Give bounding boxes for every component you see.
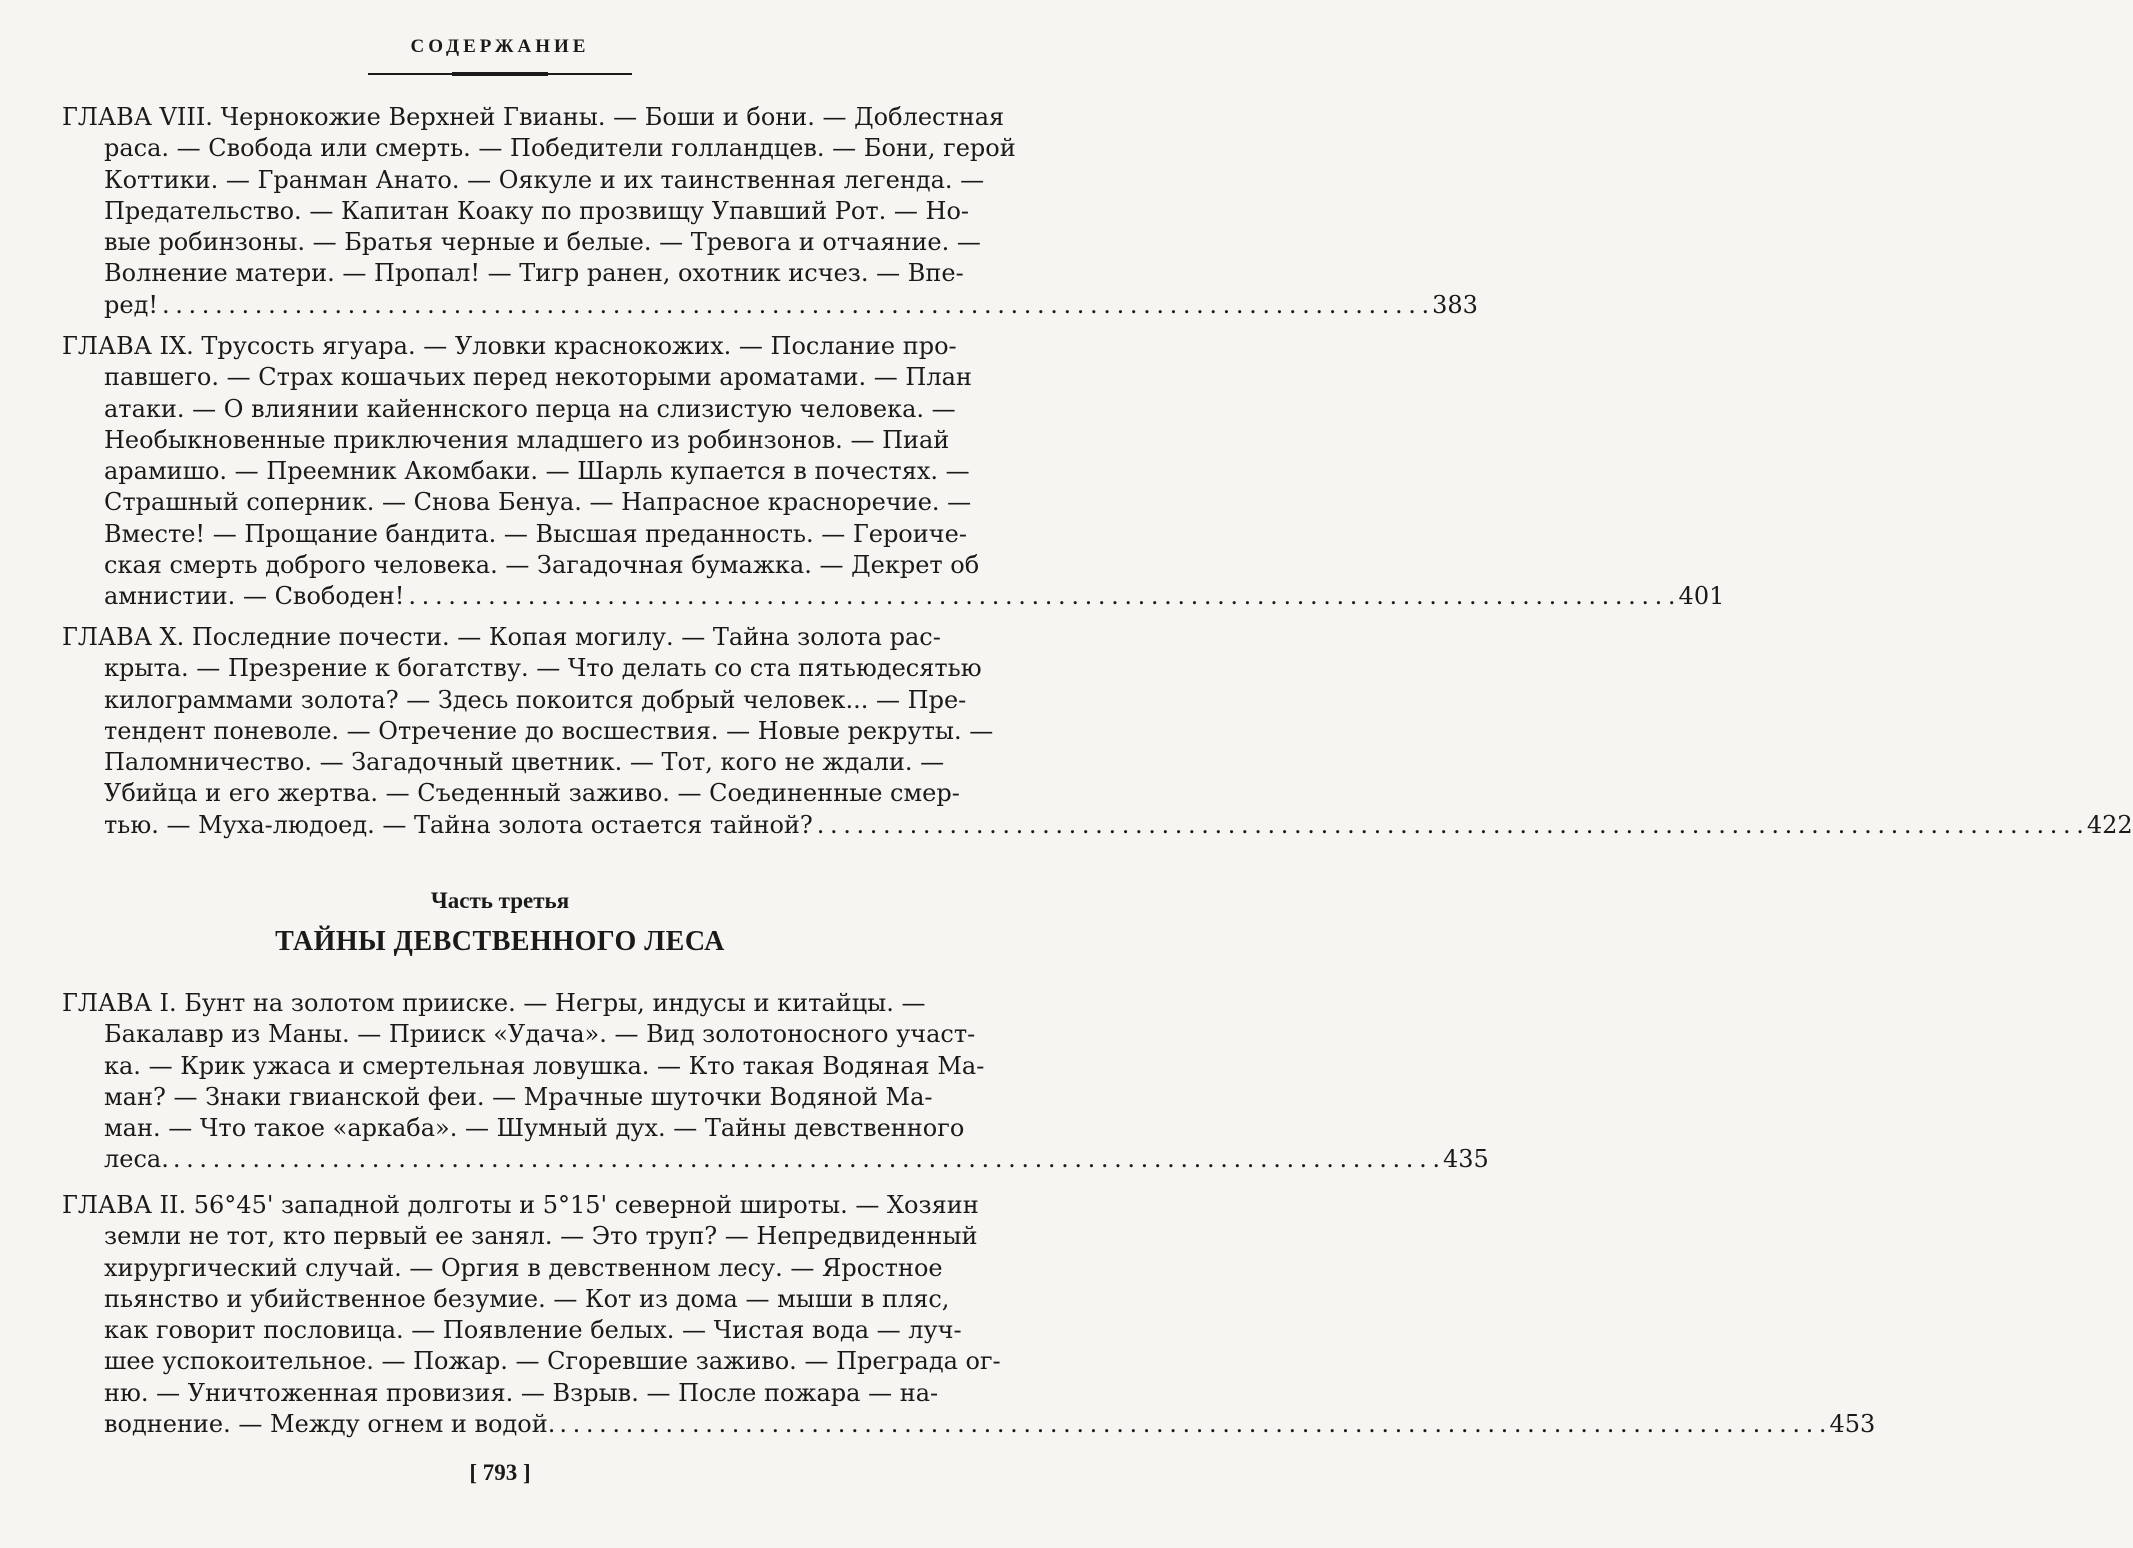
toc-line: шее успокоительное. — Пожар. — Сгоревшие заживо. — Преграда ог-: [104, 1347, 1001, 1376]
toc-last-line: [62, 810, 2133, 841]
toc-last-line: [62, 290, 1478, 321]
toc-last-line: [62, 1144, 1489, 1175]
running-head: СОДЕРЖАНИЕ: [410, 36, 590, 57]
toc-last-text: ред!: [104, 290, 158, 319]
toc-line: раса. — Свобода или смерть. — Победители голландцев. — Бони, герой: [104, 134, 1016, 163]
part-title: ТАЙНЫ ДЕВСТВЕННОГО ЛЕСА: [275, 926, 725, 957]
toc-line: павшего. — Страх кошачьих перед некоторыми ароматами. — План: [104, 363, 972, 392]
folio-page-number: [ 793 ]: [469, 1460, 531, 1485]
dot-leader: [817, 810, 2083, 841]
toc-last-text: тью. — Муха-людоед. — Тайна золота остается тайной?: [104, 810, 813, 839]
toc-line: ню. — Уничтоженная провизия. — Взрыв. — После пожара — на-: [104, 1378, 939, 1407]
toc-line: ман. — Что такое «аркаба». — Шумный дух. — Тайны девственного: [104, 1114, 965, 1143]
page-number: 401: [1678, 582, 1725, 611]
toc-line: тендент поневоле. — Отречение до восшествия. — Новые рекруты. —: [104, 716, 994, 745]
dot-leader: [559, 1409, 1825, 1440]
toc-line: Бакалавр из Маны. — Прииск «Удача». — Вид золотоносного участ-: [104, 1020, 976, 1049]
toc-line: ГЛАВА IX. Трусость ягуара. — Уловки краснокожих. — Послание про-: [62, 332, 957, 360]
dot-leader: [173, 1144, 1439, 1175]
toc-line: земли не тот, кто первый ее занял. — Это труп? — Непредвиденный: [104, 1222, 978, 1251]
toc-line: крыта. — Презрение к богатству. — Что делать со ста пятьюдесятью: [104, 654, 982, 683]
toc-line: ГЛАВА X. Последние почести. — Копая могилу. — Тайна золота рас-: [62, 623, 941, 651]
header-rule: [368, 73, 632, 75]
toc-line: Необыкновенные приключения младшего из робинзонов. — Пиай: [104, 425, 950, 454]
toc-line: Коттики. — Гранман Анато. — Оякуле и их таинственная легенда. —: [104, 165, 985, 194]
toc-line: ГЛАВА II. 56°45' западной долготы и 5°15' северной широты. — Хозяин: [62, 1191, 979, 1219]
toc-line: хирургический случай. — Оргия в девственном лесу. — Яростное: [104, 1253, 943, 1282]
page-number: 453: [1829, 1410, 1876, 1439]
toc-last-line: [62, 1409, 1876, 1440]
toc-line: Вместе! — Прощание бандита. — Высшая преданность. — Героиче-: [104, 519, 967, 548]
part-label: Часть третья: [430, 888, 570, 913]
toc-last-text: леса.: [104, 1145, 169, 1174]
toc-line: ГЛАВА VIII. Чернокожие Верхней Гвианы. — Боши и бони. — Доблестная: [62, 103, 1005, 131]
toc-last-text: амнистии. — Свободен!: [104, 582, 405, 611]
toc-line: Убийца и его жертва. — Съеденный заживо. — Соединенные смер-: [104, 779, 960, 808]
toc-line: килограммами золота? — Здесь покоится добрый человек... — Пре-: [104, 685, 967, 714]
toc-line: как говорит пословица. — Появление белых. — Чистая вода — луч-: [104, 1316, 962, 1345]
toc-line: ман? — Знаки гвианской феи. — Мрачные шуточки Водяной Ма-: [104, 1082, 933, 1111]
dot-leader: [162, 290, 1428, 321]
toc-line: ская смерть доброго человека. — Загадочная бумажка. — Декрет об: [104, 551, 980, 580]
toc-line: Страшный соперник. — Снова Бенуа. — Напрасное красноречие. —: [104, 488, 972, 517]
toc-line: Волнение матери. — Пропал! — Тигр ранен, охотник исчез. — Впе-: [104, 259, 964, 288]
toc-line: ГЛАВА I. Бунт на золотом прииске. — Негры, индусы и китайцы. —: [62, 989, 926, 1017]
toc-line: вые робинзоны. — Братья черные и белые. — Тревога и отчаяние. —: [104, 228, 981, 257]
toc-line: Предательство. — Капитан Коаку по прозвищу Упавший Рот. — Но-: [104, 196, 969, 225]
toc-entry-chapter-9: [62, 331, 1725, 613]
toc-line: арамишо. — Преемник Акомбаки. — Шарль купается в почестях. —: [104, 457, 970, 486]
toc-entry-part3-chapter-2: [62, 1190, 1876, 1440]
toc-entry-chapter-10: [62, 622, 2133, 841]
page-number: 435: [1442, 1145, 1489, 1174]
toc-last-text: воднение. — Между огнем и водой.: [104, 1410, 556, 1439]
toc-last-line: [62, 581, 1725, 612]
toc-line: пьянство и убийственное безумие. — Кот из дома — мыши в пляс,: [104, 1284, 950, 1313]
toc-line: Паломничество. — Загадочный цветник. — Тот, кого не ждали. —: [104, 748, 945, 777]
toc-entry-part3-chapter-1: [62, 988, 1489, 1176]
page-number: 422: [2086, 810, 2133, 839]
toc-line: ка. — Крик ужаса и смертельная ловушка. — Кто такая Водяная Ма-: [104, 1051, 985, 1080]
dot-leader: [408, 581, 1674, 612]
toc-entry-chapter-8: [62, 102, 1478, 321]
toc-line: атаки. — О влиянии кайеннского перца на слизистую человека. —: [104, 394, 956, 423]
page-number: 383: [1432, 290, 1478, 319]
